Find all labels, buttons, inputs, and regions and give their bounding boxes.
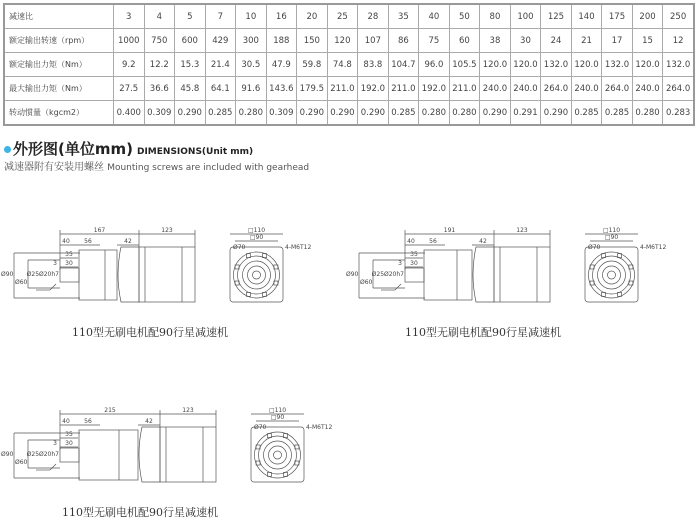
table-cell: 120.0 — [510, 53, 541, 77]
table-row — [4, 77, 694, 101]
heading-cn: 外形图(单位mm) — [13, 140, 133, 158]
table-cell: 30.5 — [236, 53, 267, 77]
dim-3: 3 — [398, 260, 402, 267]
table-cell: 75 — [419, 29, 450, 53]
table-cell: 104.7 — [388, 53, 419, 77]
line — [395, 284, 401, 290]
row-label: 转动惯量（kgcm2） — [4, 101, 114, 126]
dim-sq90: □90 — [604, 234, 619, 241]
table-cell: 15.3 — [175, 53, 206, 77]
table-cell: 240.0 — [510, 77, 541, 101]
table-cell: 80 — [480, 4, 511, 29]
dim-motor: 123 — [161, 227, 173, 234]
bullet-icon — [4, 146, 11, 153]
dim-sq90: □90 — [270, 414, 285, 421]
dim-dia90: Ø90 — [1, 271, 14, 278]
spec-table — [3, 3, 695, 126]
table-row — [4, 53, 694, 77]
line — [50, 284, 56, 290]
end-view-circle — [259, 436, 297, 474]
dimensions-heading — [4, 140, 253, 161]
table-cell: 0.285 — [571, 101, 602, 126]
table-cell: 59.8 — [297, 53, 328, 77]
dim-dia70: Ø70 — [254, 424, 267, 431]
table-cell: 120.0 — [632, 53, 663, 77]
dim-dia60: Ø60 — [15, 459, 28, 466]
table-cell: 211.0 — [327, 77, 358, 101]
table-row — [4, 29, 694, 53]
table-cell: 211.0 — [388, 77, 419, 101]
dim-30: 30 — [410, 260, 418, 267]
table-cell: 143.6 — [266, 77, 297, 101]
dim-dia60: Ø60 — [15, 279, 28, 286]
drawing-caption-1: 110型无刷电机配90行星减速机 — [72, 326, 228, 339]
heading-en: DIMENSIONS(Unit mm) — [136, 147, 254, 157]
dim-motor: 123 — [516, 227, 528, 234]
table-cell: 132.0 — [602, 53, 633, 77]
table-cell: 86 — [388, 29, 419, 53]
table-cell: 100 — [510, 4, 541, 29]
row-label: 减速比 — [4, 4, 114, 29]
table-cell: 0.290 — [358, 101, 389, 126]
table-cell: 96.0 — [419, 53, 450, 77]
gearbox-body — [79, 430, 138, 480]
table-cell: 0.290 — [480, 101, 511, 126]
table-cell: 125 — [541, 4, 572, 29]
table-cell: 0.280 — [449, 101, 480, 126]
table-cell: 36.6 — [144, 77, 175, 101]
table-cell: 3 — [114, 4, 145, 29]
end-view-circle — [248, 266, 266, 284]
table-cell: 179.5 — [297, 77, 328, 101]
dim-holes: 4-M6T12 — [285, 244, 312, 251]
dim-dia90: Ø90 — [346, 271, 359, 278]
dim-sq110: □110 — [268, 407, 287, 414]
table-cell: 64.1 — [205, 77, 236, 101]
end-view-circle — [589, 252, 635, 298]
end-view-circle — [264, 441, 292, 469]
table-cell: 192.0 — [419, 77, 450, 101]
dim-40: 40 — [62, 418, 70, 425]
table-cell: 264.0 — [541, 77, 572, 101]
table-cell: 0.285 — [602, 101, 633, 126]
table-row — [4, 101, 694, 126]
table-cell: 240.0 — [571, 77, 602, 101]
table-cell: 150 — [297, 29, 328, 53]
dim-sq90: □90 — [249, 234, 264, 241]
output-shaft — [405, 268, 424, 282]
table-cell: 21.4 — [205, 53, 236, 77]
table-cell: 25 — [327, 4, 358, 29]
dim-dia60: Ø60 — [360, 279, 373, 286]
flange — [473, 247, 494, 302]
dim-holes: 4-M6T12 — [306, 424, 333, 431]
dim-42: 42 — [124, 238, 132, 245]
table-cell: 0.309 — [144, 101, 175, 126]
table-cell: 40 — [419, 4, 450, 29]
table-cell: 15 — [632, 29, 663, 53]
dim-total: 167 — [93, 227, 106, 234]
end-view-circle — [593, 256, 631, 294]
table-cell: 107 — [358, 29, 389, 53]
table-cell: 0.400 — [114, 101, 145, 126]
end-view-circle — [598, 261, 626, 289]
table-cell: 0.285 — [388, 101, 419, 126]
table-cell: 38 — [480, 29, 511, 53]
table-cell: 17 — [602, 29, 633, 53]
table-cell: 105.5 — [449, 53, 480, 77]
gearbox-body — [79, 250, 117, 300]
table-cell: 250 — [663, 4, 694, 29]
dim-30: 30 — [65, 260, 73, 267]
end-view-circle — [269, 446, 287, 464]
dim-42: 42 — [479, 238, 487, 245]
dim-total: 191 — [443, 227, 456, 234]
flange — [118, 247, 139, 302]
table-cell: 27.5 — [114, 77, 145, 101]
table-cell: 24 — [541, 29, 572, 53]
table-cell: 28 — [358, 4, 389, 29]
table-row — [4, 4, 694, 29]
row-label: 额定输出转速（rpm） — [4, 29, 114, 53]
dimension-drawing-2 — [345, 210, 667, 320]
table-cell: 50 — [449, 4, 480, 29]
output-shaft — [60, 448, 79, 462]
dim-dia70: Ø70 — [588, 244, 601, 251]
table-cell: 132.0 — [541, 53, 572, 77]
table-cell: 0.285 — [205, 101, 236, 126]
gearbox-body — [424, 250, 472, 300]
dim-3: 3 — [53, 260, 57, 267]
end-view-circle — [238, 256, 276, 294]
table-cell: 0.291 — [510, 101, 541, 126]
dim-40: 40 — [62, 238, 70, 245]
table-cell: 188 — [266, 29, 297, 53]
note-cn: 减速器附有安装用螺丝 — [4, 162, 104, 173]
table-cell: 0.280 — [632, 101, 663, 126]
dim-shaft: Ø25Ø20h7 — [26, 271, 59, 278]
table-cell: 91.6 — [236, 77, 267, 101]
end-view-circle — [234, 252, 280, 298]
end-view-circle — [603, 266, 621, 284]
table-cell: 0.290 — [541, 101, 572, 126]
table-cell: 200 — [632, 4, 663, 29]
motor-body — [494, 247, 550, 302]
dim-total: 215 — [104, 407, 116, 414]
table-cell: 240.0 — [480, 77, 511, 101]
row-label: 最大输出力矩（Nm） — [4, 77, 114, 101]
line — [50, 464, 56, 470]
table-cell: 120.0 — [480, 53, 511, 77]
table-cell: 12 — [663, 29, 694, 53]
output-shaft — [60, 268, 79, 282]
table-cell: 0.290 — [327, 101, 358, 126]
table-cell: 0.280 — [236, 101, 267, 126]
table-cell: 264.0 — [602, 77, 633, 101]
dim-56: 56 — [84, 238, 92, 245]
table-cell: 175 — [602, 4, 633, 29]
dim-shaft: Ø25Ø20h7 — [371, 271, 404, 278]
row-label: 额定输出力矩（Nm） — [4, 53, 114, 77]
dim-56: 56 — [84, 418, 92, 425]
table-cell: 120 — [327, 29, 358, 53]
dimension-drawing-1 — [0, 210, 312, 320]
table-cell: 132.0 — [663, 53, 694, 77]
table-cell: 9.2 — [114, 53, 145, 77]
dim-holes: 4-M6T12 — [640, 244, 667, 251]
table-cell: 30 — [510, 29, 541, 53]
table-cell: 7 — [205, 4, 236, 29]
end-view-circle — [608, 271, 616, 279]
dimension-drawing-3 — [0, 390, 333, 500]
drawing-caption-3: 110型无刷电机配90行星减速机 — [62, 506, 218, 519]
table-cell: 0.309 — [266, 101, 297, 126]
table-cell: 45.8 — [175, 77, 206, 101]
table-cell: 5 — [175, 4, 206, 29]
motor-body — [160, 427, 216, 482]
table-cell: 1000 — [114, 29, 145, 53]
table-cell: 60 — [449, 29, 480, 53]
table-cell: 0.280 — [419, 101, 450, 126]
note-en: Mounting screws are included with gearhead — [107, 163, 310, 173]
table-cell: 300 — [236, 29, 267, 53]
dim-motor: 123 — [182, 407, 194, 414]
table-cell: 4 — [144, 4, 175, 29]
table-cell: 120.0 — [571, 53, 602, 77]
table-cell: 0.283 — [663, 101, 694, 126]
dim-sq110: □110 — [247, 227, 266, 234]
table-cell: 47.9 — [266, 53, 297, 77]
table-cell: 16 — [266, 4, 297, 29]
dim-56: 56 — [429, 238, 437, 245]
end-view-circle — [253, 271, 261, 279]
table-cell: 35 — [388, 4, 419, 29]
dim-35: 35 — [410, 251, 418, 258]
table-cell: 750 — [144, 29, 175, 53]
table-cell: 264.0 — [663, 77, 694, 101]
dim-35: 35 — [65, 251, 73, 258]
table-cell: 600 — [175, 29, 206, 53]
end-view-circle — [255, 432, 301, 478]
dim-dia90: Ø90 — [1, 451, 14, 458]
table-cell: 211.0 — [449, 77, 480, 101]
table-cell: 21 — [571, 29, 602, 53]
table-cell: 74.8 — [327, 53, 358, 77]
table-cell: 140 — [571, 4, 602, 29]
table-cell: 240.0 — [632, 77, 663, 101]
end-view-circle — [274, 451, 282, 459]
table-cell: 10 — [236, 4, 267, 29]
mounting-note — [4, 161, 309, 175]
table-cell: 20 — [297, 4, 328, 29]
flange — [139, 427, 160, 482]
table-cell: 0.290 — [175, 101, 206, 126]
dim-30: 30 — [65, 440, 73, 447]
table-cell: 12.2 — [144, 53, 175, 77]
table-cell: 429 — [205, 29, 236, 53]
motor-body — [139, 247, 195, 302]
end-view-circle — [243, 261, 271, 289]
table-cell: 83.8 — [358, 53, 389, 77]
table-cell: 192.0 — [358, 77, 389, 101]
dim-shaft: Ø25Ø20h7 — [26, 451, 59, 458]
drawing-caption-2: 110型无刷电机配90行星减速机 — [405, 326, 561, 339]
dim-42: 42 — [145, 418, 153, 425]
table-cell: 0.290 — [297, 101, 328, 126]
dim-3: 3 — [53, 440, 57, 447]
dim-40: 40 — [407, 238, 415, 245]
dim-35: 35 — [65, 431, 73, 438]
dim-sq110: □110 — [602, 227, 621, 234]
dim-dia70: Ø70 — [233, 244, 246, 251]
